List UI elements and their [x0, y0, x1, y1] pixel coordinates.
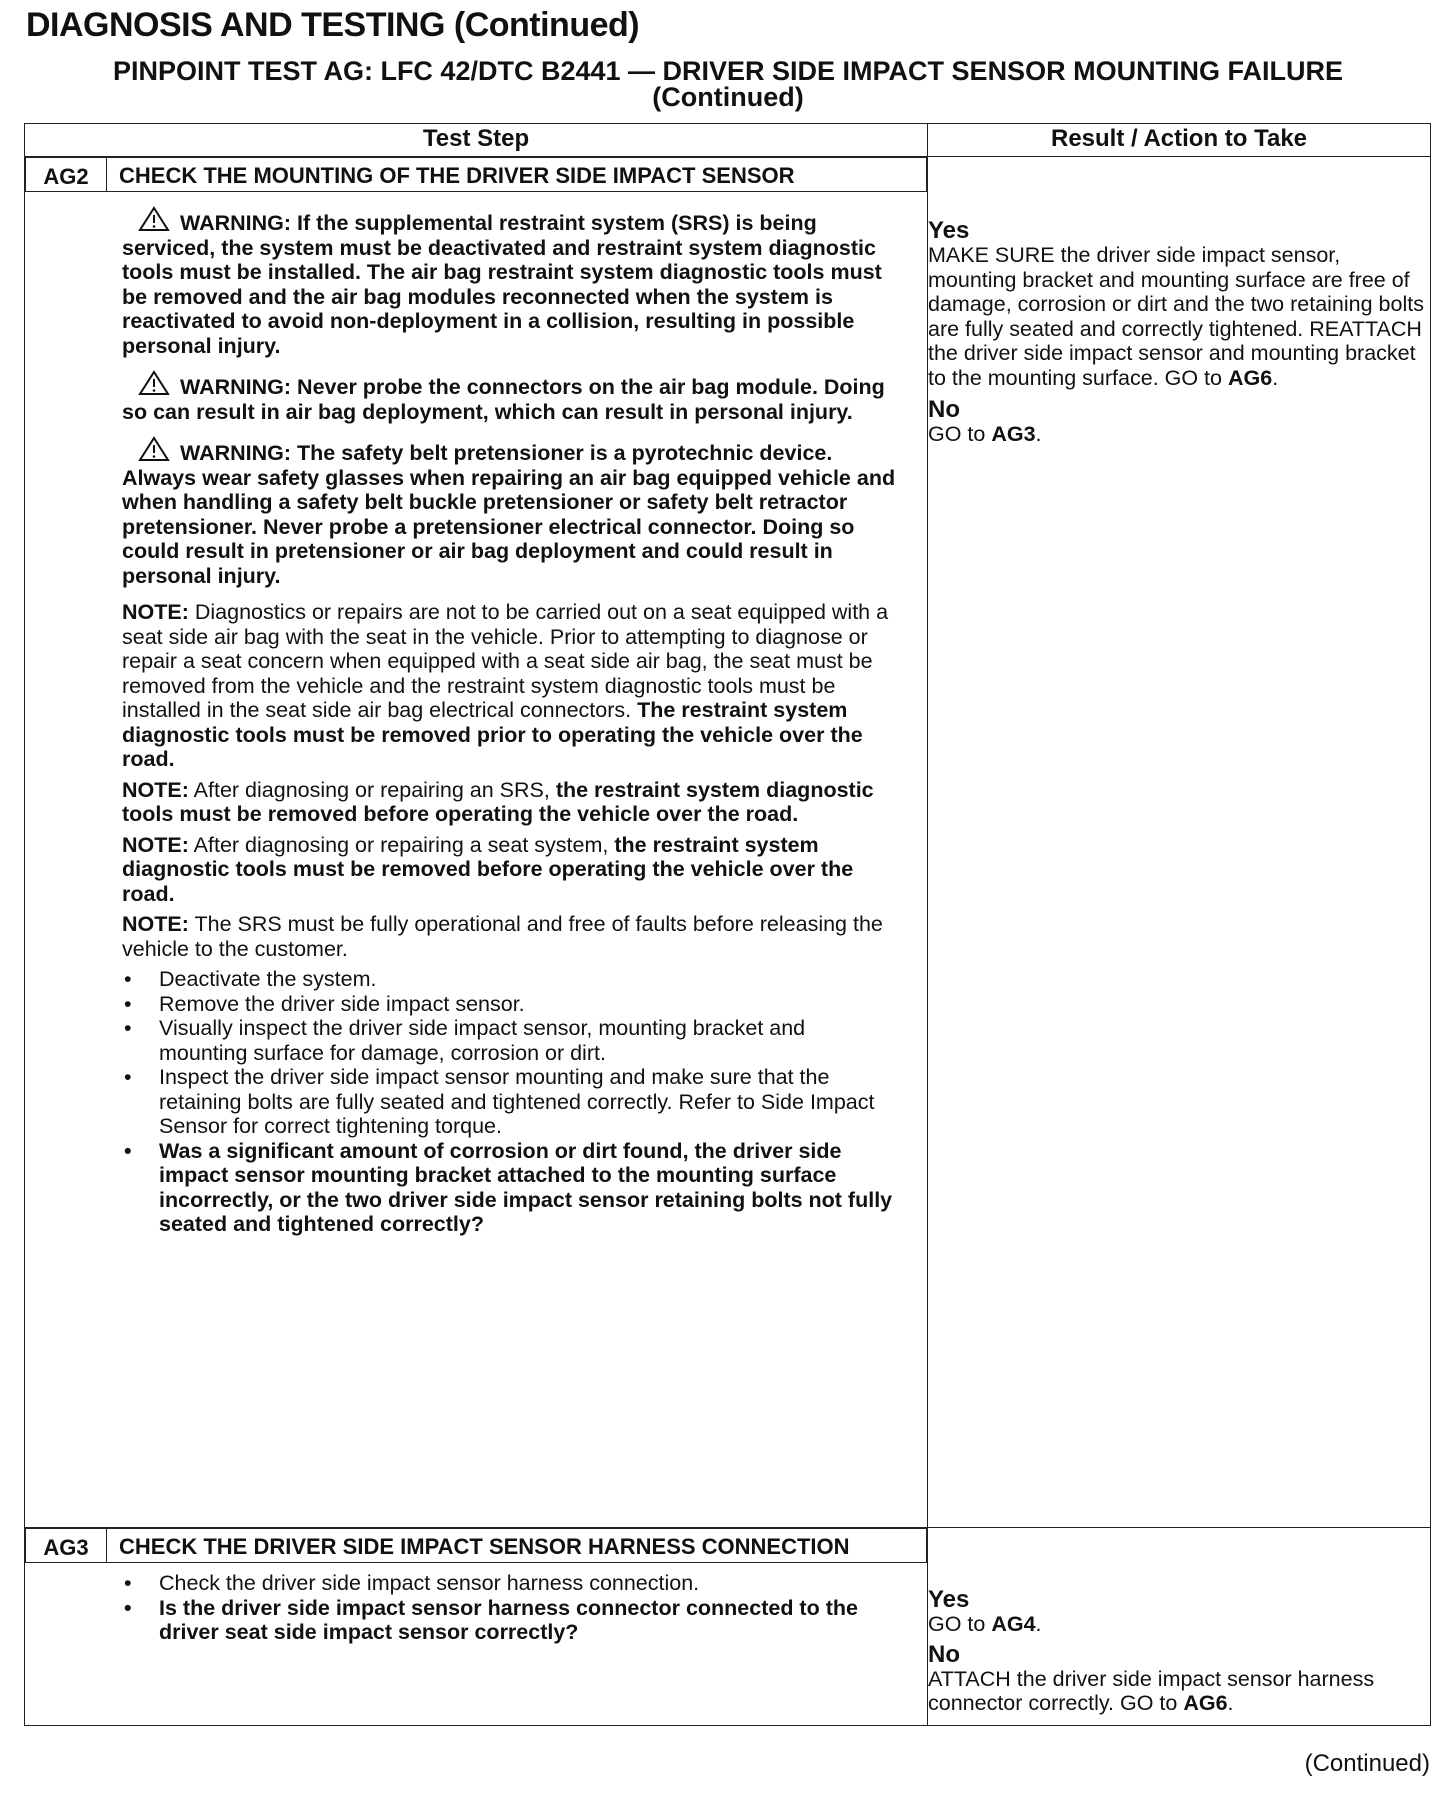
test-step-cell-ag2	[25, 157, 928, 1528]
warning-3: WARNING: The safety belt pretensioner is a pyrotechnic device. Always wear safety glasses when repairing an air bag equipped vehicle and when handling a safety belt buckle pretensioner or safety belt retractor pretensioner. Never probe a pretensioner electrical connector. Doing so could result in pretensioner or air bag deployment and could result in personal injury.	[25, 436, 897, 588]
result-yes-text: GO to AG4.	[928, 1612, 1042, 1636]
step-body-ag2	[25, 192, 927, 1247]
list-item: • Check the driver side impact sensor harness connection.	[124, 1571, 700, 1595]
list-item: • Inspect the driver side impact sensor mounting and make sure that the retaining bolts are fully seated and tightened correctly. Refer to Side Impact Sensor for correct tightening torque.	[124, 1065, 875, 1138]
col-header-test-step: Test Step	[25, 124, 928, 157]
bullet-icon: •	[124, 1138, 132, 1163]
result-yes-label: Yes	[928, 217, 970, 244]
goto-step-link[interactable]: AG6	[1183, 1691, 1228, 1715]
note-4: NOTE: The SRS must be fully operational and free of faults before releasing the vehicle to the customer.	[122, 912, 883, 961]
list-item: • Deactivate the system.	[124, 967, 377, 991]
note-3: NOTE: After diagnosing or repairing a seat system, the restraint system diagnostic tools must be removed before operating the vehicle over the road.	[122, 832, 854, 906]
step-question: • Was a significant amount of corrosion or dirt found, the driver side impact sensor mounting bracket attached to the mounting surface incorrectly, or the two driver side impact sensor retaining bolts not fully seated and tightened correctly?	[124, 1138, 893, 1236]
bullet-icon: •	[124, 1595, 132, 1620]
note-label: NOTE:	[122, 600, 189, 624]
step-code: AG2	[26, 158, 107, 192]
note-1: NOTE: Diagnostics or repairs are not to be carried out on a seat equipped with a seat side air bag with the seat in the vehicle. Prior to attempting to diagnose or repair a seat concern when equipped with a seat side air bag, the seat must be removed from the vehicle and the restraint system diagnostic tools must be installed in the seat side air bag electrical connectors. The restraint system diagnostic tools must be removed prior to operating the vehicle over the road.	[122, 600, 889, 771]
note-label: NOTE:	[122, 832, 189, 857]
pinpoint-test-title	[26, 58, 1430, 110]
col-header-result: Result / Action to Take	[928, 124, 1431, 157]
list-item: • Remove the driver side impact sensor.	[124, 991, 525, 1016]
step-header-ag2	[25, 157, 927, 192]
step-title: CHECK THE MOUNTING OF THE DRIVER SIDE IMPACT SENSOR	[107, 158, 927, 192]
step-code: AG3	[26, 1529, 107, 1563]
result-cell-ag2	[928, 157, 1431, 1528]
result-no-text: GO to AG3.	[928, 422, 1042, 446]
test-title-line2: (Continued)	[652, 82, 804, 112]
step-row-ag3	[25, 1528, 1431, 1726]
goto-step-link[interactable]: AG4	[991, 1612, 1036, 1636]
warning-triangle-icon	[138, 436, 170, 462]
bullet-icon: •	[124, 1065, 132, 1089]
step-list-ag2	[122, 967, 897, 1237]
list-item: • Visually inspect the driver side impact sensor, mounting bracket and mounting surface for damage, corrosion or dirt.	[124, 1016, 806, 1065]
page-continued-footer: (Continued)	[1304, 1750, 1430, 1777]
result-no-text: ATTACH the driver side impact sensor harness connector correctly. GO to AG6.	[928, 1666, 1375, 1715]
table-header-row	[25, 124, 1431, 157]
note-2: NOTE: After diagnosing or repairing an SRS, the restraint system diagnostic tools must be removed before operating the vehicle over the road.	[122, 777, 874, 826]
result-cell-ag3	[928, 1528, 1431, 1726]
step-title: CHECK THE DRIVER SIDE IMPACT SENSOR HARNESS CONNECTION	[107, 1529, 927, 1563]
step-row-ag2	[25, 157, 1431, 1528]
bullet-icon: •	[124, 1571, 132, 1595]
bullet-icon: •	[124, 967, 132, 991]
bullet-icon: •	[124, 1016, 132, 1040]
warning-2: WARNING: Never probe the connectors on the air bag module. Doing so can result in air bag deployment, which can result in personal injury.	[25, 370, 897, 424]
note-label: NOTE:	[122, 912, 189, 936]
pinpoint-test-table	[24, 123, 1431, 1726]
test-step-cell-ag3	[25, 1528, 928, 1726]
page-title: DIAGNOSIS AND TESTING (Continued)	[26, 6, 640, 44]
step-body-ag3	[25, 1563, 927, 1655]
result-no-label: No	[928, 1640, 960, 1668]
goto-step-link[interactable]: AG6	[1227, 365, 1273, 390]
bullet-icon: •	[124, 991, 132, 1016]
note-label: NOTE:	[122, 777, 189, 802]
test-title-line1: PINPOINT TEST AG: LFC 42/DTC B2441 — DRIVER SIDE IMPACT SENSOR MOUNTING FAILURE	[112, 56, 1344, 86]
warning-triangle-icon	[138, 370, 170, 396]
result-no-label: No	[928, 396, 960, 423]
goto-step-link[interactable]: AG3	[991, 422, 1036, 446]
warning-triangle-icon	[138, 206, 170, 232]
step-header-ag3	[25, 1528, 927, 1563]
step-question: • Is the driver side impact sensor harness connector connected to the driver seat side impact sensor correctly?	[124, 1595, 858, 1644]
step-list-ag3	[122, 1571, 897, 1645]
warning-1: WARNING: If the supplemental restraint system (SRS) is being serviced, the system must be deactivated and restraint system diagnostic tools must be installed. The air bag restraint system diagnostic tools must be removed and the air bag modules reconnected when the system is reactivated to avoid non-deployment in a collision, resulting in possible personal injury.	[25, 206, 897, 358]
result-yes-label: Yes	[928, 1586, 970, 1613]
result-yes-text: MAKE SURE the driver side impact sensor, mounting bracket and mounting surface are free of damage, corrosion or dirt and the two retaining bolts are fully seated and correctly tightened. REATTACH the driver side impact sensor and mounting bracket to the mounting surface. GO to AG6.	[928, 243, 1424, 390]
